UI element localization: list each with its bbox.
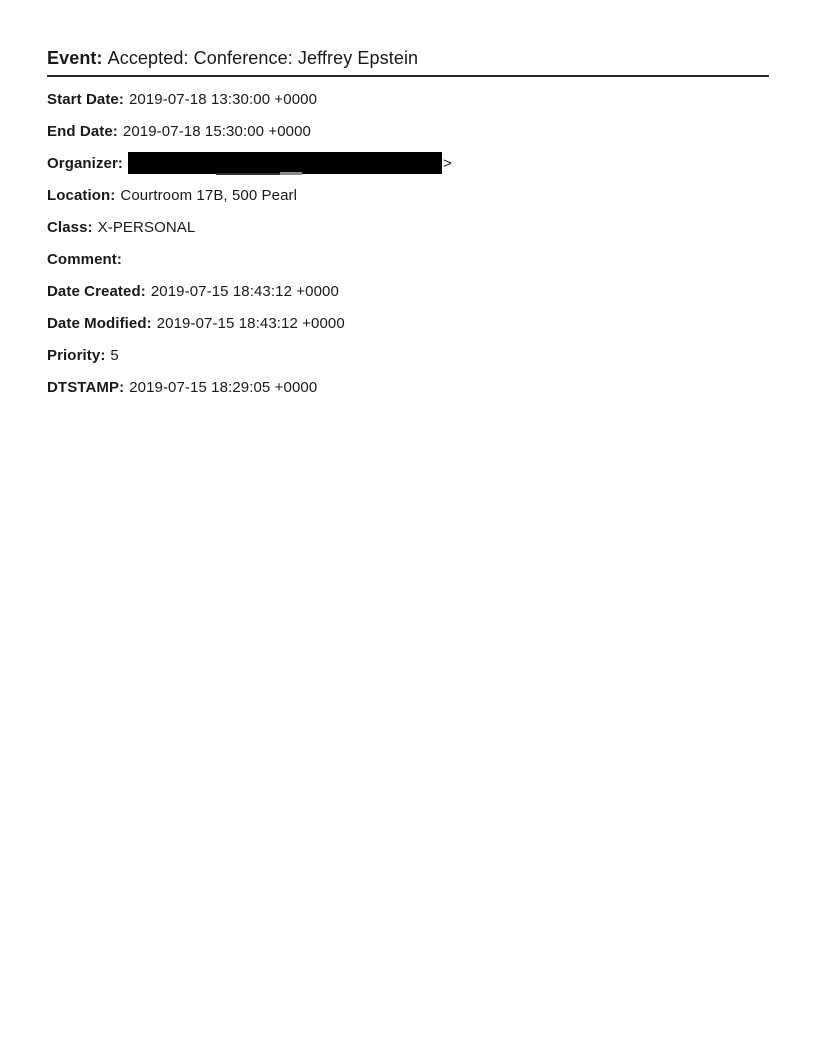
field-label: DTSTAMP:	[47, 378, 125, 396]
field-row-location	[47, 179, 769, 211]
field-row-comment	[47, 243, 769, 275]
redaction-notch	[280, 172, 302, 175]
field-label: Comment:	[47, 250, 122, 268]
field-value: 2019-07-18 13:30:00 +0000	[128, 90, 318, 108]
field-label: Class:	[47, 218, 93, 236]
field-label: Organizer:	[47, 154, 124, 172]
field-value: 2019-07-18 15:30:00 +0000	[122, 122, 311, 140]
field-label: Priority:	[47, 346, 106, 364]
field-row-class	[47, 211, 769, 243]
event-fields-list	[47, 83, 769, 403]
event-title-label: Event:	[47, 48, 103, 68]
field-row-date-modified	[47, 307, 769, 339]
field-row-end-date	[47, 115, 769, 147]
field-label: Date Created:	[47, 282, 146, 300]
field-label: Location:	[47, 186, 116, 204]
field-value: 2019-07-15 18:29:05 +0000	[129, 378, 318, 396]
field-value: Courtroom 17B, 500 Pearl	[120, 186, 298, 204]
redaction-bar	[128, 152, 442, 174]
field-row-dtstamp	[47, 371, 769, 403]
field-row-start-date	[47, 83, 769, 115]
field-value: X-PERSONAL	[97, 218, 196, 236]
field-value: 2019-07-15 18:43:12 +0000	[156, 314, 345, 332]
field-value: 5	[110, 346, 119, 364]
field-label: Date Modified:	[47, 314, 152, 332]
field-row-priority	[47, 339, 769, 371]
field-suffix: >	[443, 154, 452, 172]
page-title	[47, 48, 769, 77]
field-label: End Date:	[47, 122, 118, 140]
field-row-organizer	[47, 147, 769, 179]
field-value: 2019-07-15 18:43:12 +0000	[150, 282, 339, 300]
field-label: Start Date:	[47, 90, 124, 108]
field-row-date-created	[47, 275, 769, 307]
event-title-value: Accepted: Conference: Jeffrey Epstein	[107, 48, 419, 68]
